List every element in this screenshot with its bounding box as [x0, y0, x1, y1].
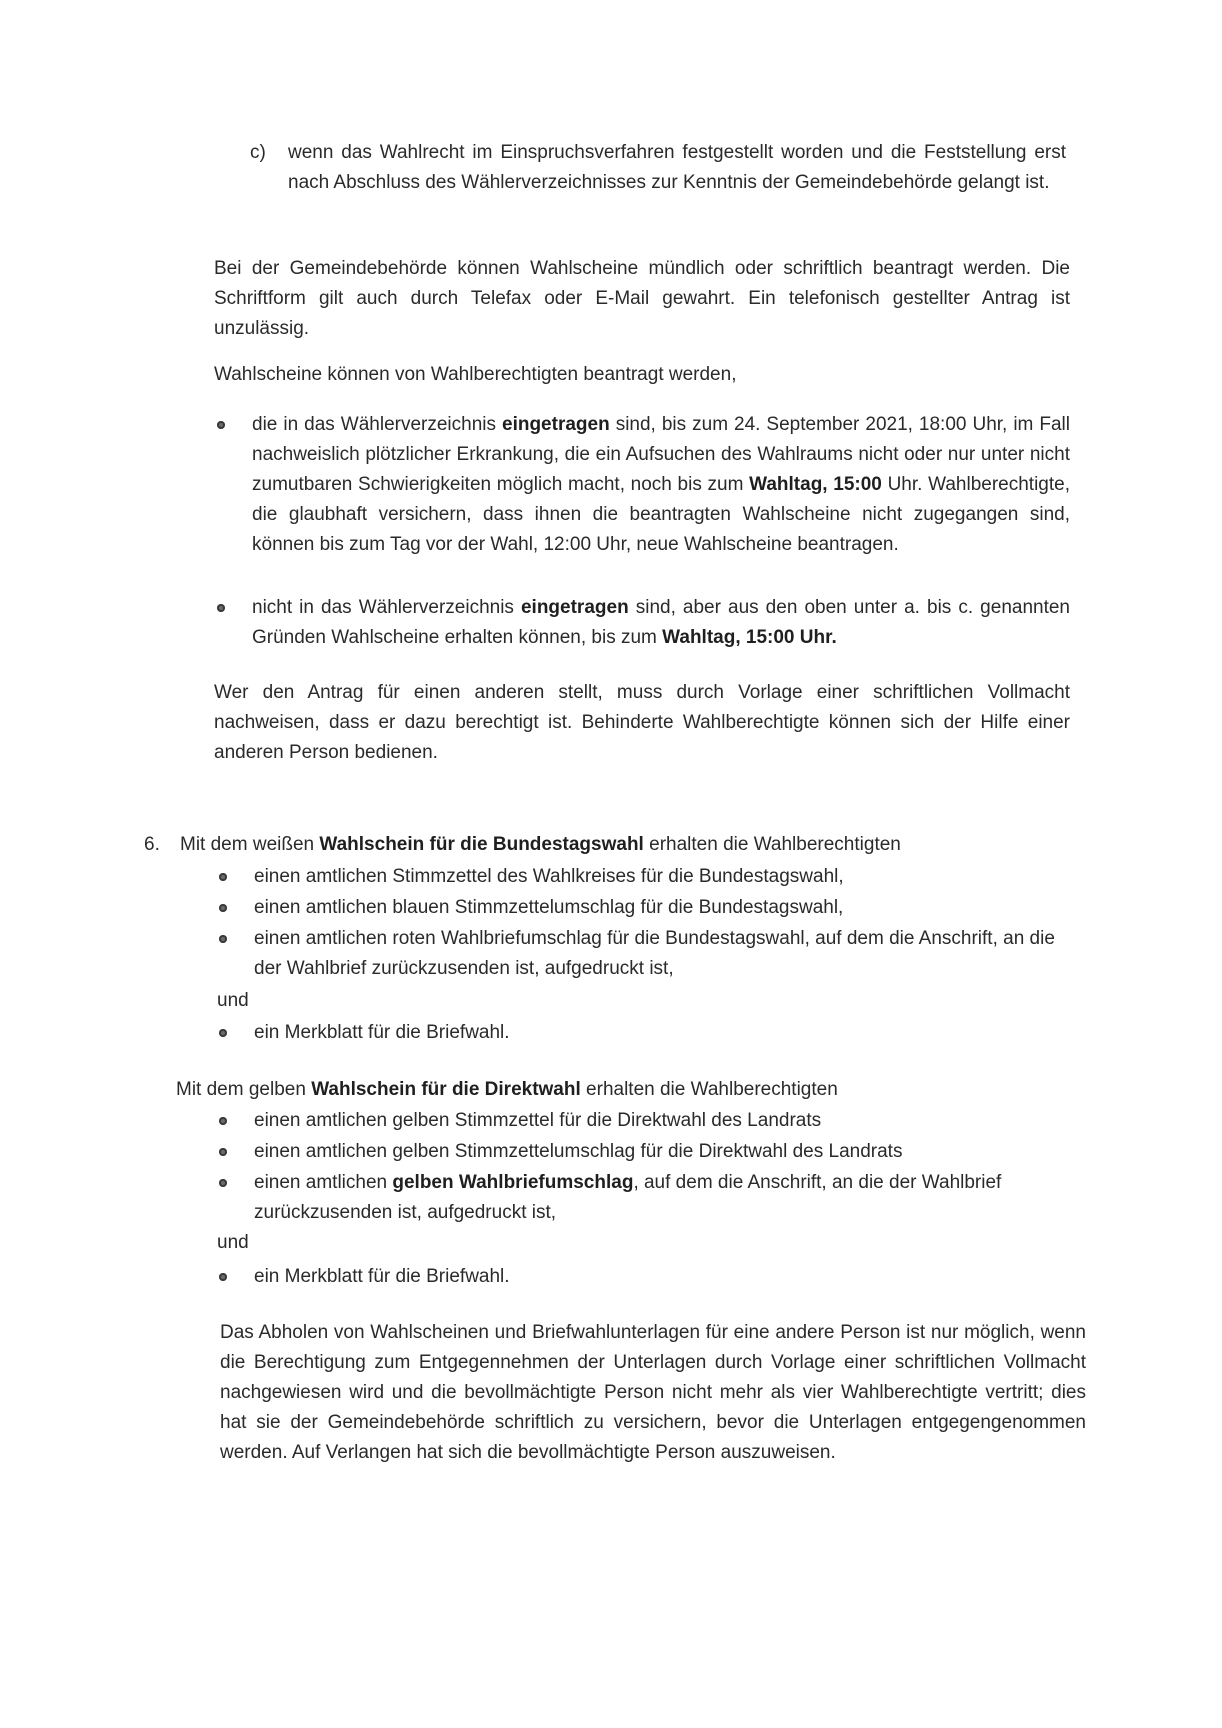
bullet-icon — [219, 1179, 227, 1187]
bold-text: Wahltag, 15:00 Uhr. — [662, 627, 837, 648]
bullet-icon — [219, 1117, 227, 1125]
bold-text: eingetragen — [502, 414, 610, 435]
list-item: einen amtlichen Stimmzettel des Wahlkreises für die Bundestagswahl, — [254, 866, 844, 887]
bold-text: gelben Wahlbriefumschlag — [392, 1172, 634, 1193]
list-item — [254, 1168, 1084, 1228]
text: Mit dem weißen — [180, 834, 320, 855]
section-6-intro — [180, 830, 1080, 860]
list-marker-c: c) — [250, 142, 266, 163]
section-number: 6. — [144, 834, 160, 855]
list-item-c: wenn das Wahlrecht im Einspruchsverfahren festgestellt worden und die Feststellung erst nach Abschluss des Wählerverzeichnisses zur Kenntnis der Gemeindebehörde gelangt ist. — [288, 142, 1066, 193]
bullet-icon — [219, 904, 227, 912]
text: erhalten die Wahlberechtigten — [643, 834, 901, 855]
bullet-icon — [219, 1148, 227, 1156]
bold-text: Wahlschein für die Direktwahl — [311, 1079, 581, 1100]
text: sind, aber aus den oben unter a. bis c. genannten Gründen Wahlscheine erhalten können, bis zum — [252, 597, 1070, 648]
conjunction-und: und — [217, 990, 249, 1011]
list-item: einen amtlichen gelben Stimmzettelumschlag für die Direktwahl des Landrats — [254, 1141, 903, 1162]
text: nicht in das Wählerverzeichnis — [252, 597, 521, 618]
list-item-registered — [252, 410, 1070, 560]
text: einen amtlichen — [254, 1172, 393, 1193]
paragraph-proxy: Wer den Antrag für einen anderen stellt, muss durch Vorlage einer schriftlichen Vollmacht nachweisen, dass er dazu berechtigt ist. Behinderte Wahlberechtigte können sich der Hilfe einer anderen Person bedienen. — [214, 682, 1070, 763]
bullet-icon — [219, 1029, 227, 1037]
bullet-icon — [219, 1273, 227, 1281]
list-item: einen amtlichen gelben Stimmzettel für die Direktwahl des Landrats — [254, 1110, 822, 1131]
paragraph-application: Bei der Gemeindebehörde können Wahlscheine mündlich oder schriftlich beantragt werden. Die Schriftform gilt auch durch Telefax oder E-Mail gewahrt. Ein telefonisch gestellter Antrag ist unzulässig. — [214, 258, 1070, 339]
paragraph-who-intro: Wahlscheine können von Wahlberechtigten beantragt werden, — [214, 364, 737, 385]
list-item: ein Merkblatt für die Briefwahl. — [254, 1022, 510, 1043]
conjunction-und: und — [217, 1232, 249, 1253]
list-item-not-registered — [252, 593, 1070, 653]
bold-text: Wahltag, 15:00 — [749, 474, 882, 495]
text: Mit dem gelben — [176, 1079, 312, 1100]
bold-text: Wahlschein für die Bundestagswahl — [319, 834, 644, 855]
text: , auf dem die Anschrift, an die der Wahlbrief zurückzusenden ist, aufgedruckt ist, — [254, 1172, 1002, 1223]
bullet-icon — [217, 604, 225, 612]
bullet-icon — [217, 421, 225, 429]
text: Uhr. Wahlberechtigte, die glaubhaft versichern, dass ihnen die beantragten Wahlscheine nicht zugegangen sind, können bis zum Tag vor der Wahl, 12:00 Uhr, neue Wahlscheine beantragen. — [252, 474, 1070, 555]
direct-intro — [176, 1075, 1076, 1105]
list-item: einen amtlichen blauen Stimmzettelumschlag für die Bundestagswahl, — [254, 897, 844, 918]
list-item: einen amtlichen roten Wahlbriefumschlag für die Bundestagswahl, auf dem die Anschrift, an die der Wahlbrief zurückzusenden ist, aufgedruckt ist, — [254, 928, 1055, 979]
text: die in das Wählerverzeichnis — [252, 414, 502, 435]
paragraph-pickup: Das Abholen von Wahlscheinen und Briefwahlunterlagen für eine andere Person ist nur möglich, wenn die Berechtigung zum Entgegennehmen der Unterlagen durch Vorlage einer schriftlichen Vollmacht nachgewiesen wird und die bevollmächtigte Person nicht mehr als vier Wahlberechtigte vertritt; dies hat sie der Gemeindebehörde schriftlich zu versichern, bevor die Unterlagen entgegengenommen werden. Auf Verlangen hat sich die bevollmächtigte Person auszuweisen. — [220, 1322, 1086, 1463]
bullet-icon — [219, 935, 227, 943]
bullet-icon — [219, 873, 227, 881]
list-item: ein Merkblatt für die Briefwahl. — [254, 1266, 510, 1287]
bold-text: eingetragen — [520, 597, 629, 618]
text: sind, bis zum 24. September 2021, 18:00 Uhr, im Fall nachweislich plötzlicher Erkrankung, die ein Aufsuchen des Wahlraums nicht oder nur unter nicht zumutbaren Schwierigkeiten möglich macht, noch bis zum — [252, 414, 1070, 495]
text: erhalten die Wahlberechtigten — [580, 1079, 838, 1100]
